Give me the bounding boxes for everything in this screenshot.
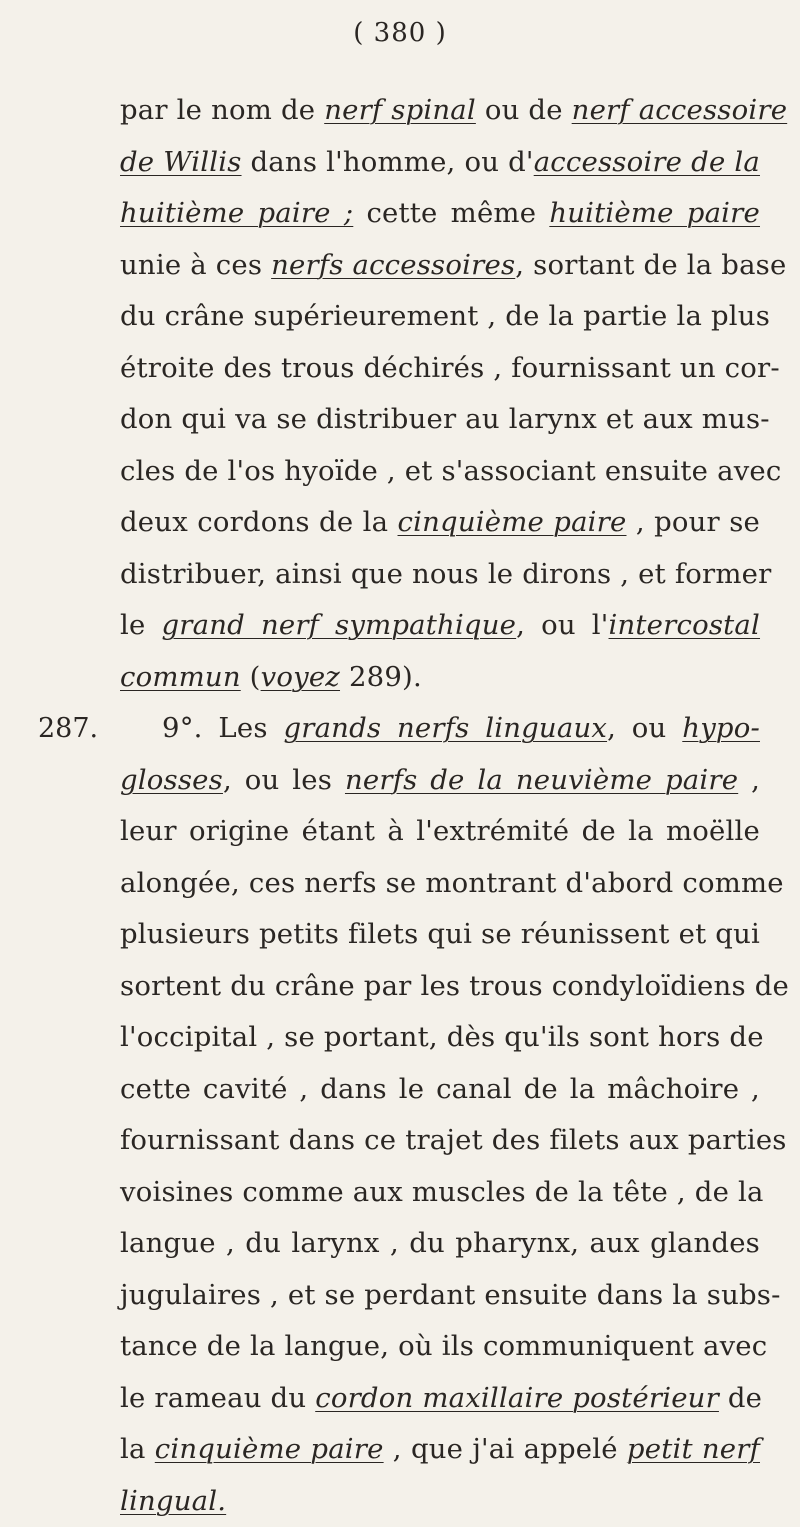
text-run: tance de la langue, où ils communiquent avec	[120, 1330, 767, 1362]
text-run: , pour se	[627, 506, 761, 538]
text-run: alongée, ces nerfs se montrant d'abord comme	[120, 867, 784, 899]
text-line	[120, 1218, 760, 1270]
italic-term: glosses	[120, 764, 223, 796]
italic-term: grands nerfs linguaux	[283, 712, 607, 744]
text-run: le rameau du	[120, 1382, 315, 1414]
text-line	[120, 137, 760, 189]
italic-term: hypo-	[682, 712, 760, 744]
text-run: distribuer, ainsi que nous le dirons , et former	[120, 558, 771, 590]
text-line	[120, 188, 760, 240]
text-line	[120, 497, 760, 549]
text-run: par le nom de	[120, 94, 324, 126]
text-line	[120, 1476, 760, 1527]
italic-term: cinquième paire	[398, 506, 627, 538]
italic-term: grand nerf sympathique	[161, 609, 516, 641]
text-run: 289).	[340, 661, 422, 693]
text-run: étroite des trous déchirés , fournissant un cor-	[120, 352, 780, 384]
text-line	[120, 1270, 760, 1322]
text-run: ,	[738, 764, 760, 796]
text-line	[120, 291, 760, 343]
text-line	[120, 1424, 760, 1476]
text-line	[120, 806, 760, 858]
text-line	[120, 755, 760, 807]
text-line	[120, 652, 760, 704]
text-line	[120, 1012, 760, 1064]
text-run: cette même	[353, 197, 549, 229]
text-run: sortent du crâne par les trous condyloïdiens de	[120, 970, 789, 1002]
text-run: , ou l'	[516, 609, 608, 641]
text-run: l'occipital , se portant, dès qu'ils sont hors de	[120, 1021, 764, 1053]
text-line	[120, 961, 760, 1013]
text-run: , que j'ai appelé	[384, 1433, 627, 1465]
text-run: langue , du larynx , du pharynx, aux glandes	[120, 1227, 760, 1259]
italic-term: commun	[120, 661, 241, 693]
text-run: plusieurs petits filets qui se réunissent et qui	[120, 918, 760, 950]
italic-term: lingual.	[120, 1485, 226, 1517]
text-line	[120, 549, 760, 601]
text-line	[120, 858, 760, 910]
italic-term: cinquième paire	[155, 1433, 384, 1465]
text-run: don qui va se distribuer au larynx et aux mus-	[120, 403, 770, 435]
italic-term: nerfs accessoires	[271, 249, 515, 281]
text-line	[120, 1167, 760, 1219]
paragraph-margin-number: 287.	[38, 703, 98, 755]
text-line	[120, 85, 760, 137]
text-run: unie à ces	[120, 249, 271, 281]
italic-term: cordon maxillaire postérieur	[315, 1382, 719, 1414]
text-run: dans l'homme, ou d'	[242, 146, 534, 178]
page-number: ( 380 )	[0, 18, 800, 48]
text-line	[120, 703, 760, 755]
text-run: (	[241, 661, 261, 693]
italic-term: accessoire de la	[534, 146, 760, 178]
text-run: jugulaires , et se perdant ensuite dans la subs-	[120, 1279, 781, 1311]
italic-term: de Willis	[120, 146, 242, 178]
italic-term: nerf spinal	[324, 94, 476, 126]
italic-term: huitième paire ;	[120, 197, 353, 229]
italic-term: petit nerf	[627, 1433, 760, 1465]
italic-term: intercostal	[609, 609, 761, 641]
text-run: deux cordons de la	[120, 506, 398, 538]
italic-term: huitième paire	[549, 197, 760, 229]
text-run: cette cavité , dans le canal de la mâchoire ,	[120, 1073, 760, 1105]
text-line	[120, 240, 760, 292]
text-run: du crâne supérieurement , de la partie la plus	[120, 300, 770, 332]
text-run: ou de	[476, 94, 572, 126]
text-run: fournissant dans ce trajet des filets aux parties	[120, 1124, 787, 1156]
text-line	[120, 1064, 760, 1116]
italic-term: voyez	[261, 661, 340, 693]
text-run: la	[120, 1433, 155, 1465]
text-run: 9°. Les	[162, 712, 283, 744]
text-line	[120, 394, 760, 446]
text-run: le	[120, 609, 161, 641]
text-line	[120, 1115, 760, 1167]
text-run: voisines comme aux muscles de la tête , de la	[120, 1176, 764, 1208]
text-run: , sortant de la base	[515, 249, 786, 281]
italic-term: nerfs de la neuvième paire	[345, 764, 738, 796]
text-run: , ou les	[223, 764, 345, 796]
body-text	[120, 85, 760, 1527]
text-line	[120, 600, 760, 652]
text-run: de	[719, 1382, 762, 1414]
text-line	[120, 446, 760, 498]
text-line	[120, 1321, 760, 1373]
text-line	[120, 343, 760, 395]
text-line	[120, 909, 760, 961]
text-run: leur origine étant à l'extrémité de la moëlle	[120, 815, 760, 847]
text-line	[120, 1373, 760, 1425]
italic-term: nerf accessoire	[572, 94, 788, 126]
text-run: cles de l'os hyoïde , et s'associant ensuite avec	[120, 455, 782, 487]
text-run: , ou	[607, 712, 682, 744]
